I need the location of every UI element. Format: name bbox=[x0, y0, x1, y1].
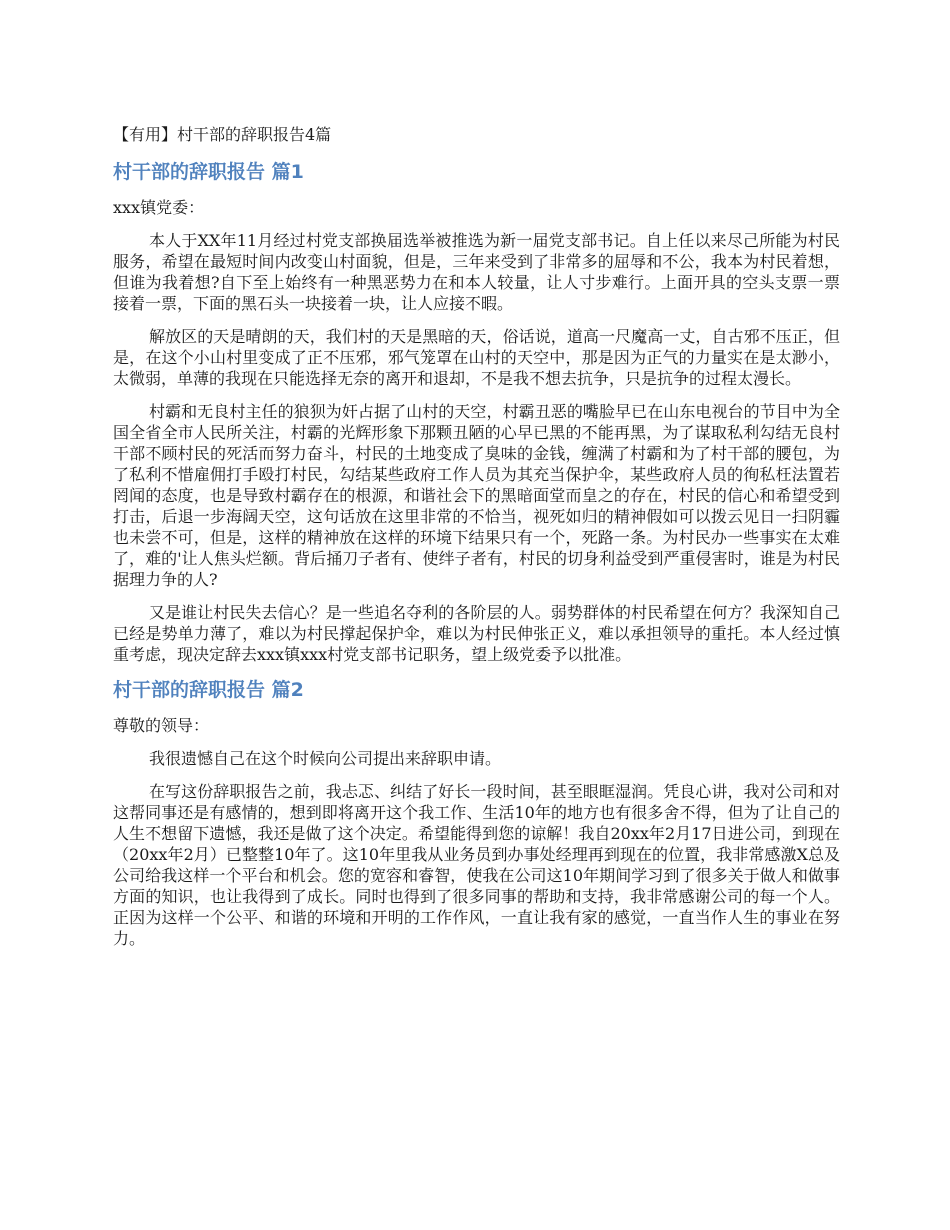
body-paragraph: 本人于XX年11月经过村党支部换届选举被推选为新一届党支部书记。自上任以来尽己所能为村民服务，希望在最短时间内改变山村面貌，但是，三年来受到了非常多的屈辱和不公，我本为村民着想，但谁为我着想?自下至上始终有一种黑恶势力在和本人较量，让人寸步难行。上面开具的空头支票一票接着一票，下面的黑石头一块接着一块，让人应接不暇。 bbox=[113, 231, 840, 313]
document-title: 【有用】村干部的辞职报告4篇 bbox=[113, 125, 332, 144]
salutation: 尊敬的领导： bbox=[113, 716, 210, 735]
section-heading: 村干部的辞职报告 篇1 bbox=[113, 161, 304, 183]
body-paragraph: 又是谁让村民失去信心？是一些追名夺利的各阶层的人。弱势群体的村民希望在何方？我深知自己已经是势单力薄了，难以为村民撑起保护伞，难以为村民伸张正义，难以承担领导的重托。本人经过慎重考虑，现决定辞去xxx镇xxx村党支部书记职务，望上级党委予以批准。 bbox=[113, 603, 840, 664]
body-paragraph: 我很遗憾自己在这个时候向公司提出来辞职申请。 bbox=[149, 749, 502, 768]
section-heading: 村干部的辞职报告 篇2 bbox=[113, 679, 304, 701]
body-paragraph: 在写这份辞职报告之前，我忐忑、纠结了好长一段时间，甚至眼眶湿润。凭良心讲，我对公司和对这帮同事还是有感情的，想到即将离开这个我工作、生活10年的地方也有很多舍不得，但为了让自己的人生不想留下遗憾，我还是做了这个决定。希望能得到您的谅解！我自20xx年2月17日进公司，到现在（20xx年2月）已整整10年了。这10年里我从业务员到办事处经理再到现在的位置，我非常感激X总及公司给我这样一个平台和机会。您的宽容和睿智，使我在公司这10年期间学习到了很多关于做人和做事方面的知识，也让我得到了成长。同时也得到了很多同事的帮助和支持，我非常感谢公司的每一个人。正因为这样一个公平、和谐的环境和开明的工作作风，一直让我有家的感觉，一直当作人生的事业在努力。 bbox=[113, 782, 840, 948]
document-page bbox=[113, 124, 840, 961]
section-2 bbox=[113, 677, 840, 949]
body-paragraph: 解放区的天是晴朗的天，我们村的天是黑暗的天，俗话说，道高一尺魔高一丈，自古邪不压正，但是，在这个小山村里变成了正不压邪，邪气笼罩在山村的天空中，那是因为正气的力量实在是太渺小，太微弱，单薄的我现在只能选择无奈的离开和退却，不是我不想去抗争，只是抗争的过程太漫长。 bbox=[113, 327, 840, 388]
section-1 bbox=[113, 159, 840, 665]
body-paragraph: 村霸和无良村主任的狼狈为奸占据了山村的天空，村霸丑恶的嘴脸早已在山东电视台的节目中为全国全省全市人民所关注，村霸的光辉形象下那颗丑陋的心早已黑的不能再黑，为了谋取私利勾结无良村干部不顾村民的死活而努力奋斗，村民的土地变成了臭味的金钱，缠满了村霸和为了村干部的腰包，为了私利不惜雇佣打手殴打村民，勾结某些政府工作人员为其充当保护伞，某些政府人员的徇私枉法置若罔闻的态度，也是导致村霸存在的根源，和谐社会下的黑暗面堂而皇之的存在，村民的信心和希望受到打击，后退一步海阔天空，这句话放在这里非常的不恰当，视死如归的精神假如可以拨云见日一扫阴霾也未尝不可，但是，这样的精神放在这样的环境下结果只有一个，死路一条。为村民办一些事实在太难了，难的'让人焦头烂额。背后捅刀子者有、使绊子者有，村民的切身利益受到严重侵害时，谁是为村民据理力争的人? bbox=[113, 402, 840, 589]
salutation: xxx镇党委： bbox=[113, 198, 205, 217]
